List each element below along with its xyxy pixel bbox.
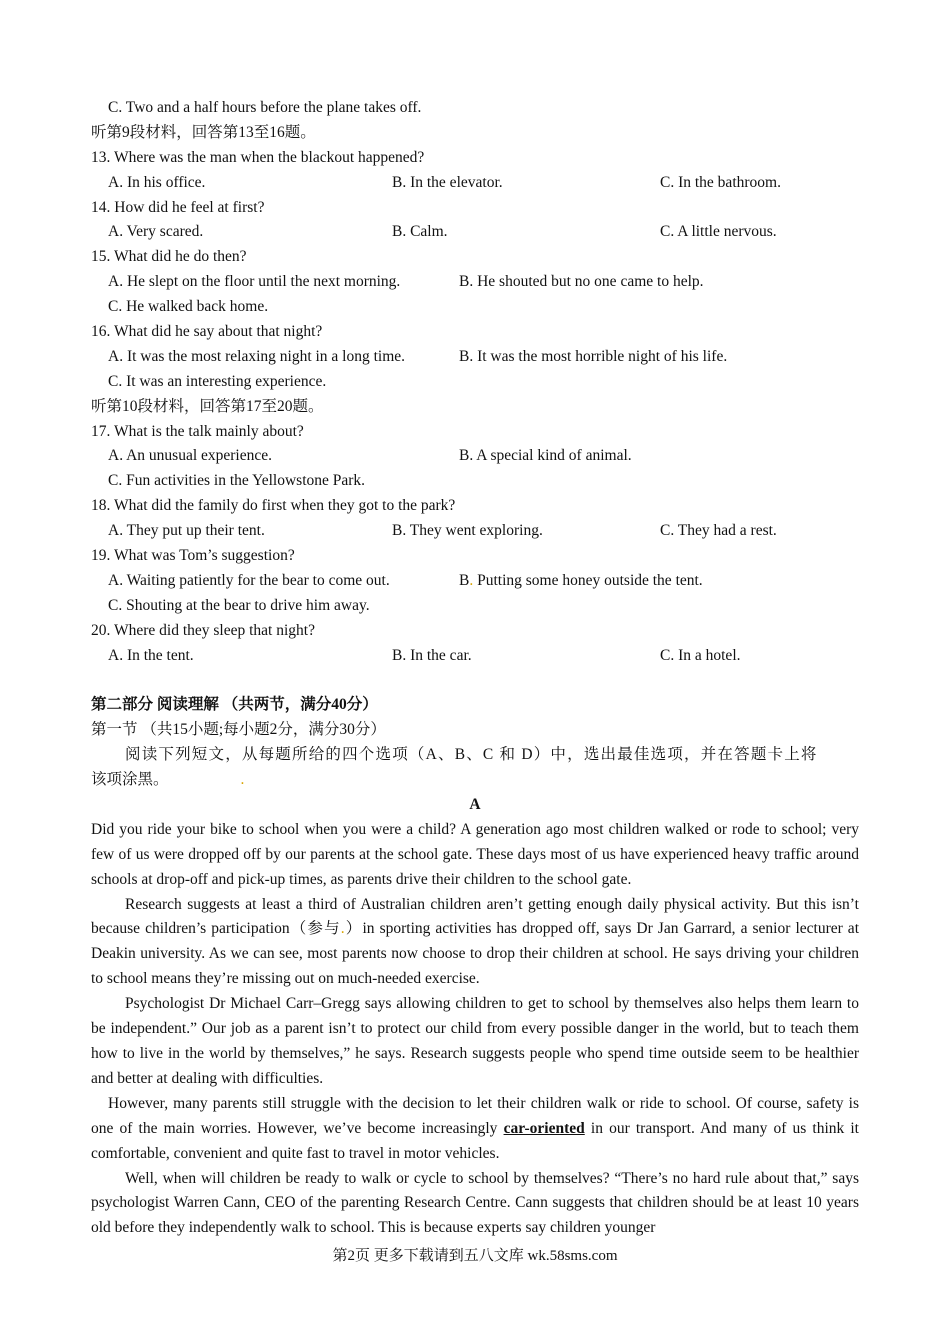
q19-option-c: C. Shouting at the bear to drive him away. — [108, 596, 370, 614]
q19-question: 19. What was Tom’s suggestion? — [91, 547, 295, 565]
car-oriented-term: car-oriented — [503, 1119, 585, 1137]
q18-option-a: A. They put up their tent. — [108, 522, 265, 540]
q15-options-ab — [91, 270, 859, 295]
passage-paragraph-2 — [91, 893, 859, 993]
q13-option-a: A. In his office. — [108, 173, 206, 191]
passage-paragraph-4 — [91, 1092, 859, 1167]
q19-option-b-dot: . — [469, 571, 474, 589]
passage-paragraph-5: Well, when will children be ready to walk or cycle to school by themselves? “There’s no hard rule about that,” says psychologist Warren Cann, CEO of the parenting Research Centre. Cann suggests that children should be at least 10 years old before they independently walk to school. This is because experts say children younger — [91, 1169, 859, 1237]
q15-option-a: A. He slept on the floor until the next morning. — [108, 273, 401, 291]
q12-option-c: C. Two and a half hours before the plane takes off. — [108, 99, 422, 116]
q15-option-c: C. He walked back home. — [108, 298, 269, 316]
q19-option-a: A. Waiting patiently for the bear to come out. — [108, 571, 390, 589]
section-9-instruction: 听第9段材料，回答第13至16题。 — [91, 123, 316, 141]
q20-option-a: A. In the tent. — [108, 646, 194, 664]
p4-text-2: in our transport. And many of us think it comfortable, convenient and quite fast to travel in motor vehicles. — [91, 1119, 859, 1162]
passage-paragraph-3: Psychologist Dr Michael Carr–Gregg says allowing children to get to school by themselves also helps them learn to be independent.” Our job as a parent isn’t to protect our child from every possible danger in the world, but to teach them how to live in the world by themselves,” he says. Research suggests people who spend time outside seem to be healthier and better at dealing with difficulties. — [91, 995, 859, 1087]
q14-option-a: A. Very scared. — [108, 223, 204, 241]
q18-option-c: C. They had a rest. — [660, 522, 777, 540]
q17-option-c: C. Fun activities in the Yellowstone Park. — [108, 472, 366, 490]
q16-question: 16. What did he say about that night? — [91, 323, 323, 341]
q13-question: 13. Where was the man when the blackout happened? — [91, 148, 425, 166]
q18-question: 18. What did the family do first when they got to the park? — [91, 497, 456, 515]
q14-options — [91, 220, 859, 245]
q20-option-b: B. In the car. — [392, 646, 472, 664]
q14-question: 14. How did he feel at first? — [91, 198, 265, 216]
reading-instruction-line2 — [91, 768, 859, 793]
q20-option-c: C. In a hotel. — [660, 646, 741, 664]
page-content — [91, 96, 859, 1241]
q13-options — [91, 171, 859, 196]
passage-paragraph-1: Did you ride your bike to school when you were a child? A generation ago most children walked or rode to school; very few of us were dropped off by our parents at the school gate. These days most of us have experienced heavy traffic around schools at drop-off and pick-up times, as parents drive their children to the school gate. — [91, 820, 859, 888]
q16-option-c: C. It was an interesting experience. — [108, 372, 327, 390]
q16-option-b: B. It was the most horrible night of his life. — [459, 347, 728, 365]
instruction-dot: . — [240, 771, 245, 789]
reading-instruction-line1: 阅读下列短文，从每题所给的四个选项（A、B、C 和 D）中，选出最佳选项，并在答题卡上将 — [125, 746, 818, 764]
reading-instruction-text: 该项涂黑。 — [91, 771, 169, 789]
q14-option-c: C. A little nervous. — [660, 223, 777, 241]
section-10-instruction: 听第10段材料，回答第17至20题。 — [91, 397, 324, 415]
page-footer: 第2页 更多下载请到五八文库 wk.58sms.com — [332, 1248, 618, 1264]
q16-option-a: A. It was the most relaxing night in a long time. — [108, 347, 406, 365]
q17-option-a: A. An unusual experience. — [108, 447, 272, 465]
section-one-title: 第一节 （共15小题;每小题2分，满分30分） — [91, 721, 386, 739]
q17-options-ab — [91, 444, 859, 469]
p4-text-1: However, many parents still struggle with the decision to let their children walk or ride to school. Of course, safety is one of the main worries. However, we’ve become increasingly — [91, 1094, 859, 1137]
q20-question: 20. Where did they sleep that night? — [91, 621, 315, 639]
q15-option-b: B. He shouted but no one came to help. — [459, 273, 704, 291]
passage-label: A — [469, 795, 481, 813]
q18-options — [91, 519, 859, 544]
q19-option-b — [459, 569, 703, 594]
spacer — [91, 668, 859, 693]
q19-options-ab — [91, 569, 859, 594]
q18-option-b: B. They went exploring. — [392, 522, 543, 540]
q19-option-b-letter: B — [459, 571, 470, 589]
p2-text-2: ）in sporting activities has dropped off, says Dr Jan Garrard, a senior lecturer at Deakin university. As we can see, most parents now choose to drop their children at school. He says driving your children to school means they’re missing out on much-needed exercise. — [91, 920, 859, 988]
q14-option-b: B. Calm. — [392, 223, 448, 241]
q20-options — [91, 644, 859, 669]
q17-option-b: B. A special kind of animal. — [459, 447, 632, 465]
part-two-title: 第二部分 阅读理解 （共两节，满分40分） — [91, 696, 378, 714]
p2-dot: . — [340, 920, 345, 938]
q13-option-c: C. In the bathroom. — [660, 173, 781, 191]
q16-options-ab — [91, 345, 859, 370]
p2-text-1: Research suggests at least a third of Australian children aren’t getting enough daily physical activity. But this isn’t because children’s participation（参与 — [91, 895, 859, 938]
q15-question: 15. What did he do then? — [91, 248, 247, 266]
q19-option-b-text: Putting some honey outside the tent. — [473, 571, 703, 589]
q17-question: 17. What is the talk mainly about? — [91, 422, 304, 440]
q13-option-b: B. In the elevator. — [392, 173, 503, 191]
